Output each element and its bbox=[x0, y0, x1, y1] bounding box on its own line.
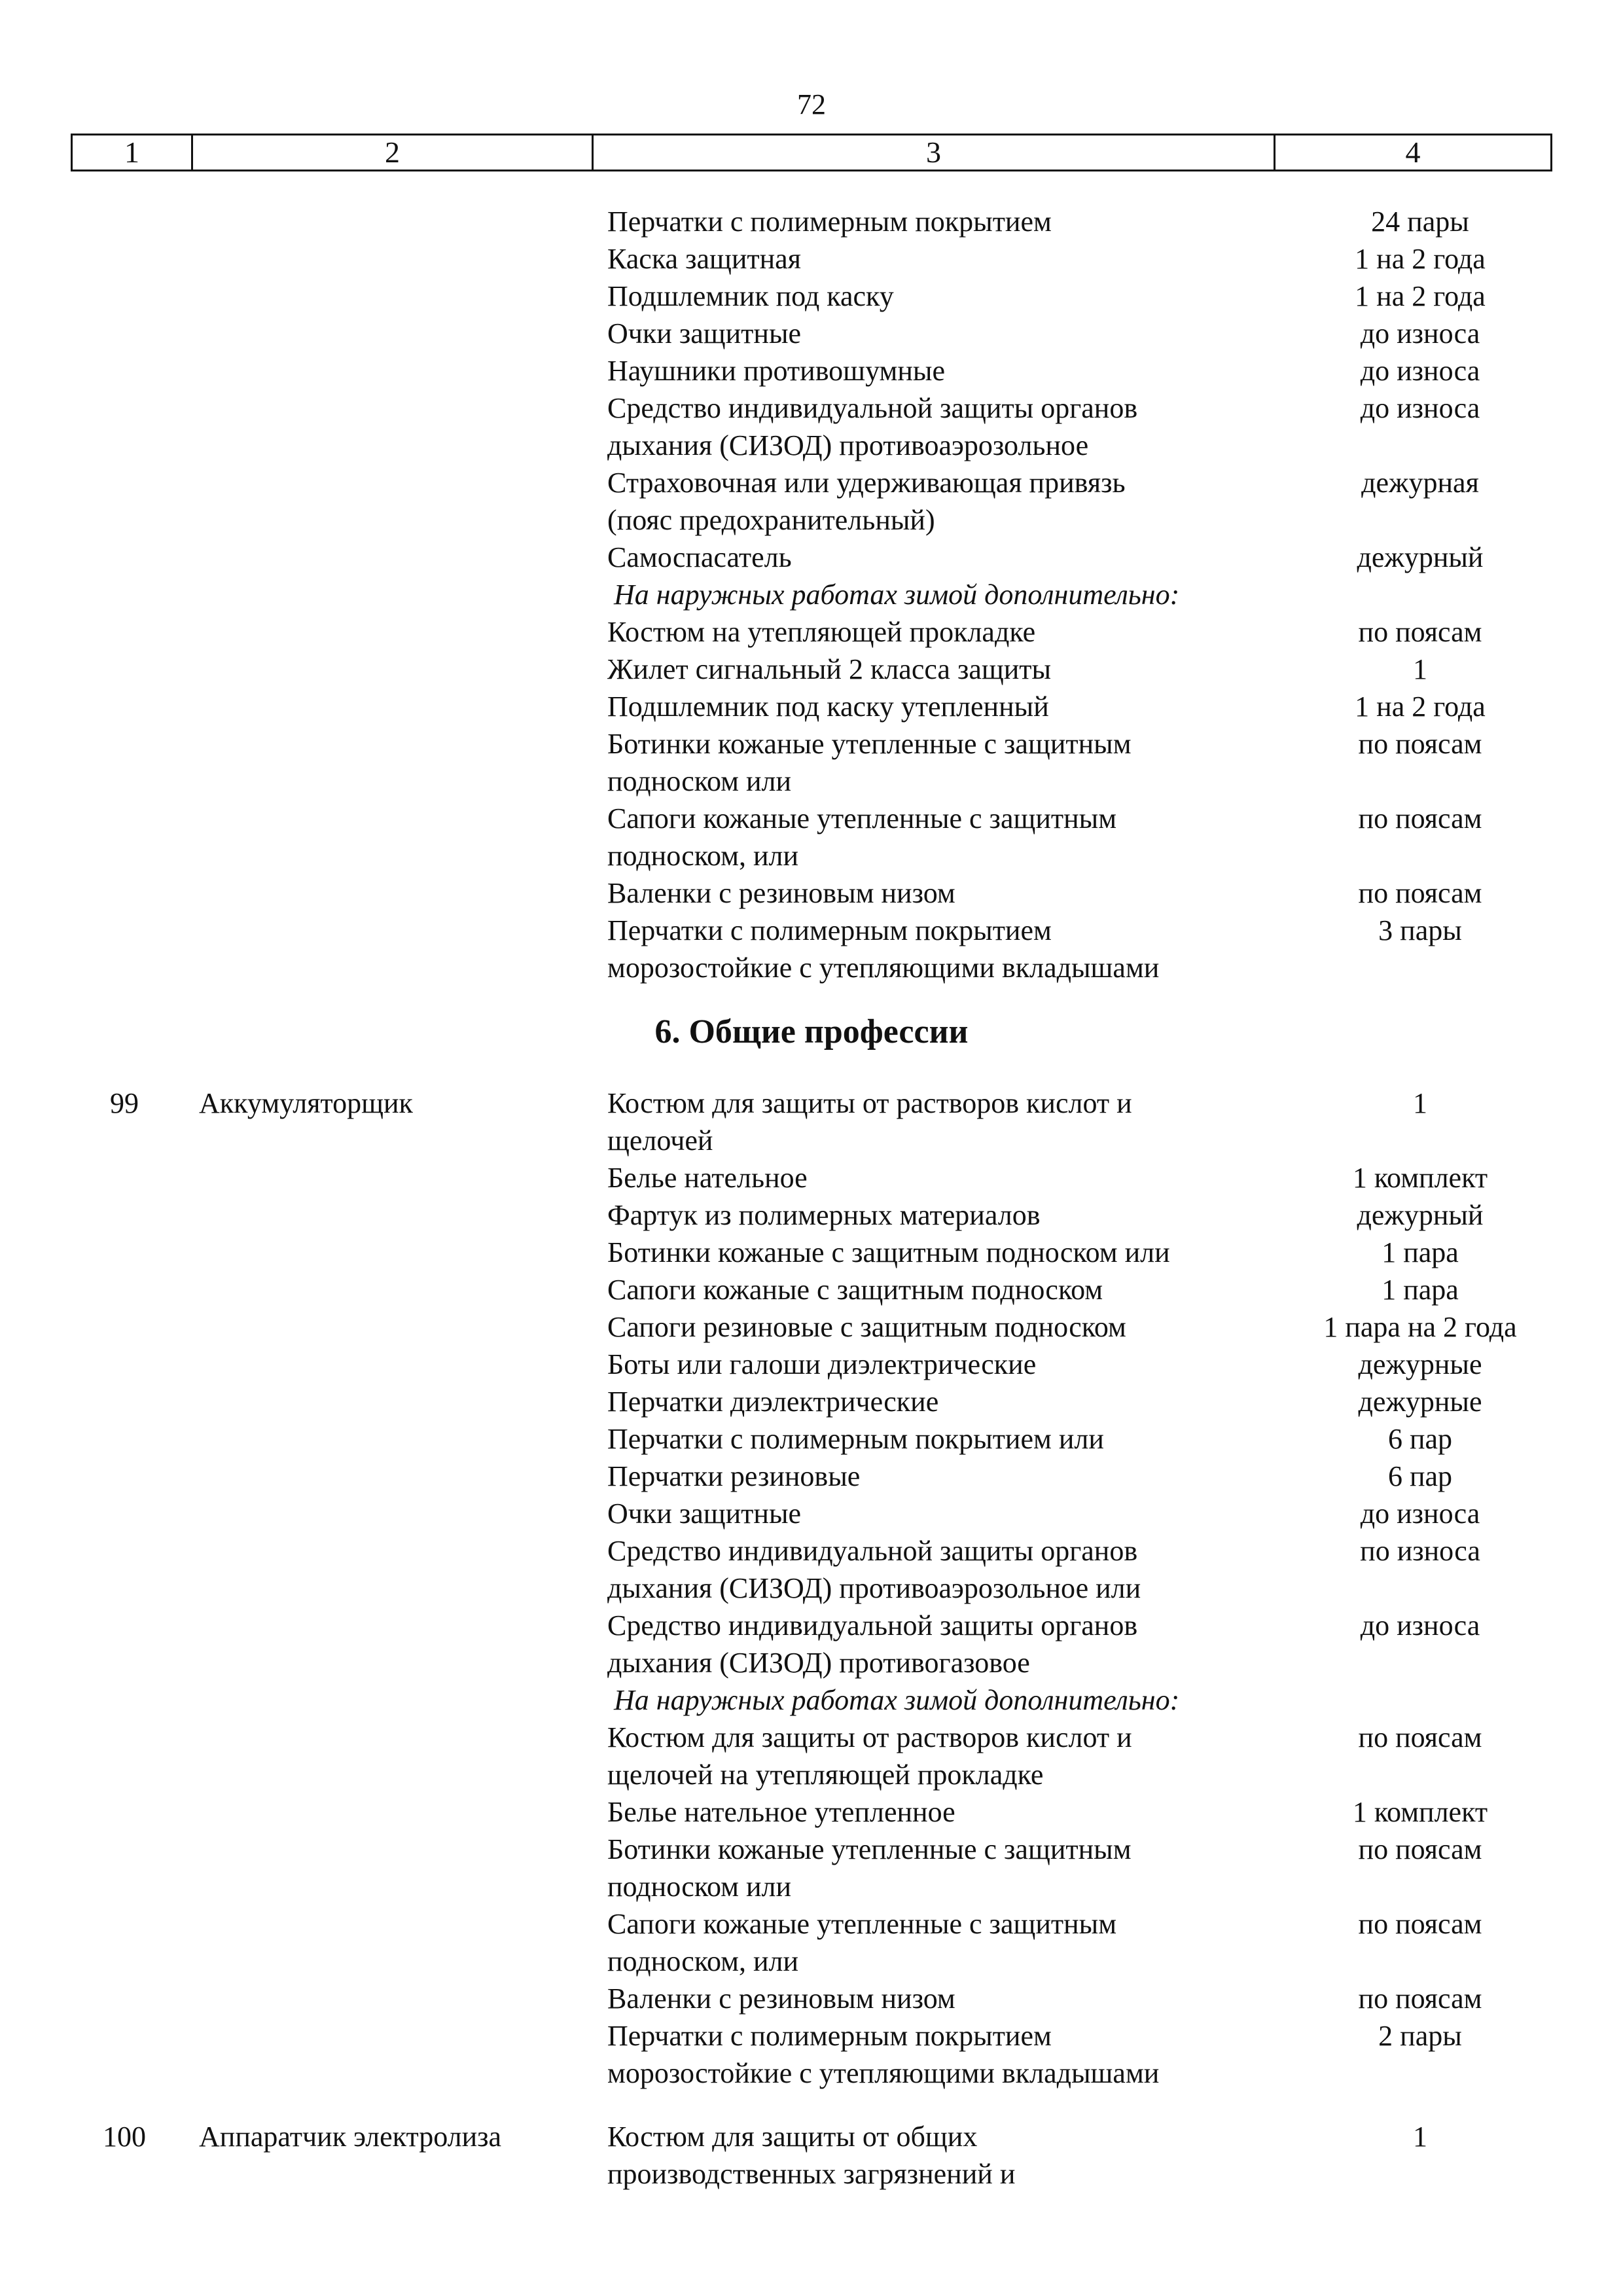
ppe-item: Белье нательное утепленное bbox=[607, 1796, 955, 1828]
ppe-item: Жилет сигнальный 2 класса защиты bbox=[607, 653, 1052, 685]
header-col-2: 2 bbox=[193, 135, 594, 170]
ppe-item: Сапоги кожаные утепленные с защитным подноском, или bbox=[607, 802, 1117, 872]
ppe-item: Перчатки с полимерным покрытием bbox=[607, 206, 1052, 238]
issue-norm: по поясам bbox=[1358, 1833, 1482, 1865]
ppe-item: Средство индивидуальной защиты органов дыхания (СИЗОД) противогазовое bbox=[607, 1609, 1138, 1679]
issue-norm: 3 пары bbox=[1378, 914, 1462, 946]
issue-norm: до износа bbox=[1360, 392, 1480, 424]
ppe-item: Ботинки кожаные утепленные с защитным подноском или bbox=[607, 728, 1132, 797]
ppe-item: Костюм на утепляющей прокладке bbox=[607, 616, 1036, 648]
table-header bbox=[71, 134, 1552, 171]
issue-norm: до износа bbox=[1360, 1498, 1480, 1530]
ppe-item: Белье нательное bbox=[607, 1162, 808, 1194]
ppe-item: Костюм для защиты от общих производственных загрязнений и bbox=[607, 2121, 1016, 2190]
ppe-item: Боты или галоши диэлектрические bbox=[607, 1348, 1037, 1380]
ppe-item: Валенки с резиновым низом bbox=[607, 877, 955, 909]
issue-norm: дежурные bbox=[1358, 1386, 1482, 1418]
issue-norm: по поясам bbox=[1358, 1982, 1482, 2015]
ppe-item: Средство индивидуальной защиты органов дыхания (СИЗОД) противоаэрозольное или bbox=[607, 1535, 1141, 1604]
profession-name: Аппаратчик электролиза bbox=[199, 2121, 502, 2153]
subheading: На наружных работах зимой дополнительно: bbox=[614, 579, 1180, 611]
issue-norm: 1 bbox=[1413, 1087, 1427, 1119]
issue-norm: 1 на 2 года bbox=[1355, 243, 1486, 275]
issue-norm: 6 пар bbox=[1387, 1460, 1453, 1492]
ppe-item: Ботинки кожаные утепленные с защитным подноском или bbox=[607, 1833, 1132, 1903]
issue-norm: по износа bbox=[1360, 1535, 1480, 1567]
issue-norm: 1 bbox=[1413, 2121, 1427, 2153]
issue-norm: 1 на 2 года bbox=[1355, 691, 1486, 723]
issue-norm: до износа bbox=[1360, 1609, 1480, 1641]
ppe-item: Каска защитная bbox=[607, 243, 801, 275]
ppe-item: Сапоги кожаные с защитным подноском bbox=[607, 1274, 1103, 1306]
issue-norm: по поясам bbox=[1358, 616, 1482, 648]
issue-norm: 1 комплект bbox=[1352, 1796, 1488, 1828]
ppe-item: Валенки с резиновым низом bbox=[607, 1982, 955, 2015]
row-number: 99 bbox=[110, 1087, 139, 1119]
issue-norm: по поясам bbox=[1358, 1908, 1482, 1940]
issue-norm: 1 пара на 2 года bbox=[1323, 1311, 1517, 1343]
ppe-item: Фартук из полимерных материалов bbox=[607, 1199, 1041, 1231]
issue-norm: дежурный bbox=[1357, 541, 1484, 573]
ppe-item: Перчатки резиновые bbox=[607, 1460, 861, 1492]
issue-norm: 1 bbox=[1413, 653, 1427, 685]
issue-norm: до износа bbox=[1360, 317, 1480, 350]
ppe-item: Подшлемник под каску утепленный bbox=[607, 691, 1049, 723]
subheading: На наружных работах зимой дополнительно: bbox=[614, 1684, 1180, 1716]
row-number: 100 bbox=[103, 2121, 146, 2153]
issue-norm: до износа bbox=[1360, 355, 1480, 387]
issue-norm: по поясам bbox=[1358, 877, 1482, 909]
header-col-3: 3 bbox=[594, 135, 1275, 170]
issue-norm: 6 пар bbox=[1387, 1423, 1453, 1455]
issue-norm: 1 на 2 года bbox=[1355, 280, 1486, 312]
ppe-item: Подшлемник под каску bbox=[607, 280, 894, 312]
ppe-item: Сапоги кожаные утепленные с защитным подноском, или bbox=[607, 1908, 1117, 1977]
ppe-item: Перчатки диэлектрические bbox=[607, 1386, 939, 1418]
header-col-4: 4 bbox=[1405, 135, 1421, 169]
ppe-item: Перчатки с полимерным покрытием морозостойкие с утепляющими вкладышами bbox=[607, 2020, 1160, 2089]
issue-norm: 1 комплект bbox=[1352, 1162, 1488, 1194]
ppe-item: Сапоги резиновые с защитным подноском bbox=[607, 1311, 1126, 1343]
ppe-item: Страховочная или удерживающая привязь (пояс предохранительный) bbox=[607, 467, 1126, 536]
page-number: 72 bbox=[797, 88, 826, 120]
ppe-item: Перчатки с полимерным покрытием или bbox=[607, 1423, 1104, 1455]
ppe-item: Наушники противошумные bbox=[607, 355, 945, 387]
issue-norm: 2 пары bbox=[1378, 2020, 1462, 2052]
issue-norm: дежурная bbox=[1361, 467, 1479, 499]
ppe-item: Очки защитные bbox=[607, 1498, 802, 1530]
issue-norm: 1 пара bbox=[1382, 1236, 1459, 1268]
issue-norm: по поясам bbox=[1358, 802, 1482, 834]
ppe-item: Очки защитные bbox=[607, 317, 802, 350]
profession-name: Аккумуляторщик bbox=[199, 1087, 413, 1119]
ppe-item: Самоспасатель bbox=[607, 541, 792, 573]
ppe-item: Костюм для защиты от растворов кислот и щелочей bbox=[607, 1087, 1132, 1157]
issue-norm: 24 пары bbox=[1371, 206, 1469, 238]
ppe-item: Костюм для защиты от растворов кислот и щелочей на утепляющей прокладке bbox=[607, 1721, 1132, 1791]
ppe-item: Ботинки кожаные с защитным подноском или bbox=[607, 1236, 1170, 1268]
header-col-1: 1 bbox=[73, 135, 193, 170]
ppe-item: Средство индивидуальной защиты органов дыхания (СИЗОД) противоаэрозольное bbox=[607, 392, 1138, 461]
issue-norm: дежурный bbox=[1357, 1199, 1484, 1231]
ppe-item: Перчатки с полимерным покрытием морозостойкие с утепляющими вкладышами bbox=[607, 914, 1160, 984]
issue-norm: по поясам bbox=[1358, 1721, 1482, 1753]
issue-norm: по поясам bbox=[1358, 728, 1482, 760]
issue-norm: 1 пара bbox=[1382, 1274, 1459, 1306]
issue-norm: дежурные bbox=[1358, 1348, 1482, 1380]
section-title: 6. Общие профессии bbox=[654, 1013, 969, 1050]
